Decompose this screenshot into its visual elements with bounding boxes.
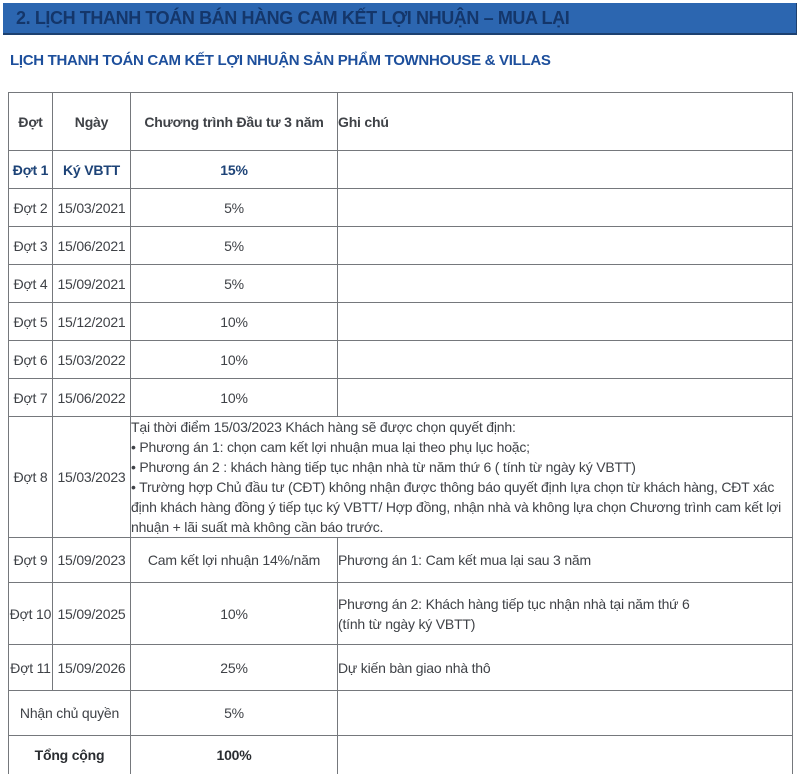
table-row-dot4: [9, 265, 793, 303]
header-ngay: Ngày: [53, 93, 131, 151]
table-row-dot5: [9, 303, 793, 341]
option-2: • Phương án 2 : khách hàng tiếp tục nhận nhà từ năm thứ 6 ( tính từ ngày ký VBTT): [131, 459, 636, 475]
note-cell: [338, 379, 793, 417]
table-subtitle: LỊCH THANH TOÁN CAM KẾT LỢI NHUẬN SẢN PHẨM TOWNHOUSE & VILLAS: [10, 52, 551, 69]
note-cell: [338, 736, 793, 774]
section-title: 2. LỊCH THANH TOÁN BÁN HÀNG CAM KẾT LỢI NHUẬN – MUA LẠI: [16, 7, 570, 28]
value-cell: 10%: [131, 303, 338, 341]
label-cell: Nhận chủ quyền: [9, 691, 131, 736]
table-row-dot6: [9, 341, 793, 379]
dot-cell: Đợt 10: [9, 583, 53, 645]
date-cell: 15/12/2021: [53, 303, 131, 341]
date-cell: 15/09/2025: [53, 583, 131, 645]
note-cell: [338, 265, 793, 303]
date-cell: 15/09/2026: [53, 645, 131, 691]
option-1: • Phương án 1: chọn cam kết lợi nhuận mua lại theo phụ lục hoặc;: [131, 439, 530, 455]
table-row-dot9: [9, 538, 793, 583]
dot-cell: Đợt 1: [9, 151, 53, 189]
header-program: Chương trình Đầu tư 3 năm: [131, 93, 338, 151]
note-cell: Dự kiến bàn giao nhà thô: [338, 645, 793, 691]
table-row-dot7: [9, 379, 793, 417]
value-cell: 10%: [131, 583, 338, 645]
value-cell: 10%: [131, 341, 338, 379]
value-cell: 15%: [131, 151, 338, 189]
value-cell: 5%: [131, 265, 338, 303]
date-cell: 15/06/2021: [53, 227, 131, 265]
note-cell: [338, 189, 793, 227]
table-row-dot2: [9, 189, 793, 227]
table-row-dot8: [9, 417, 793, 538]
default-clause: • Trường hợp Chủ đầu tư (CĐT) không nhận được thông báo quyết định lựa chọn từ khách hàng, CĐT xác định khách hàng đồng ý tiếp tục ký VBTT/ Hợp đồng, nhận nhà và không lựa chọn Chương trình cam kết lợi nhuận + lãi suất mà không cần báo trước.: [131, 479, 782, 535]
note-cell: [338, 303, 793, 341]
header-note: Ghi chú: [338, 93, 793, 151]
note-line-2: (tính từ ngày ký VBTT): [338, 615, 476, 632]
dot-cell: Đợt 2: [9, 189, 53, 227]
dot-cell: Đợt 6: [9, 341, 53, 379]
payment-schedule-table: [8, 92, 793, 774]
dot-cell: Đợt 9: [9, 538, 53, 583]
date-cell: 15/03/2021: [53, 189, 131, 227]
section-title-bar: [3, 3, 797, 35]
table-row-dot10: [9, 583, 793, 645]
value-cell: 5%: [131, 691, 338, 736]
table-row-dot3: [9, 227, 793, 265]
note-cell: Phương án 1: Cam kết mua lại sau 3 năm: [338, 538, 793, 583]
dot-cell: Đợt 11: [9, 645, 53, 691]
table-row-total: [9, 736, 793, 774]
value-cell: 25%: [131, 645, 338, 691]
value-cell: Cam kết lợi nhuận 14%/năm: [131, 538, 338, 583]
table-header-row: [9, 93, 793, 151]
total-value-cell: 100%: [131, 736, 338, 774]
dot-cell: Đợt 4: [9, 265, 53, 303]
note-cell: [338, 341, 793, 379]
decision-options-cell: [131, 417, 793, 538]
date-cell: 15/03/2023: [53, 417, 131, 538]
total-label-cell: Tổng cộng: [9, 736, 131, 774]
header-dot: Đợt: [9, 93, 53, 151]
table-row-dot1: [9, 151, 793, 189]
note-cell: [338, 227, 793, 265]
table-row-dot11: [9, 645, 793, 691]
dot-cell: Đợt 5: [9, 303, 53, 341]
date-cell: 15/09/2023: [53, 538, 131, 583]
date-cell: 15/06/2022: [53, 379, 131, 417]
dot-cell: Đợt 8: [9, 417, 53, 538]
note-cell: [338, 691, 793, 736]
table-row-title-transfer: [9, 691, 793, 736]
date-cell: Ký VBTT: [53, 151, 131, 189]
decision-intro: Tại thời điểm 15/03/2023 Khách hàng sẽ được chọn quyết định:: [131, 419, 516, 435]
value-cell: 5%: [131, 227, 338, 265]
note-cell: [338, 151, 793, 189]
dot-cell: Đợt 7: [9, 379, 53, 417]
date-cell: 15/09/2021: [53, 265, 131, 303]
value-cell: 10%: [131, 379, 338, 417]
date-cell: 15/03/2022: [53, 341, 131, 379]
note-line-1: Phương án 2: Khách hàng tiếp tục nhận nhà tại năm thứ 6: [338, 595, 690, 612]
note-cell: [338, 583, 793, 645]
value-cell: 5%: [131, 189, 338, 227]
dot-cell: Đợt 3: [9, 227, 53, 265]
